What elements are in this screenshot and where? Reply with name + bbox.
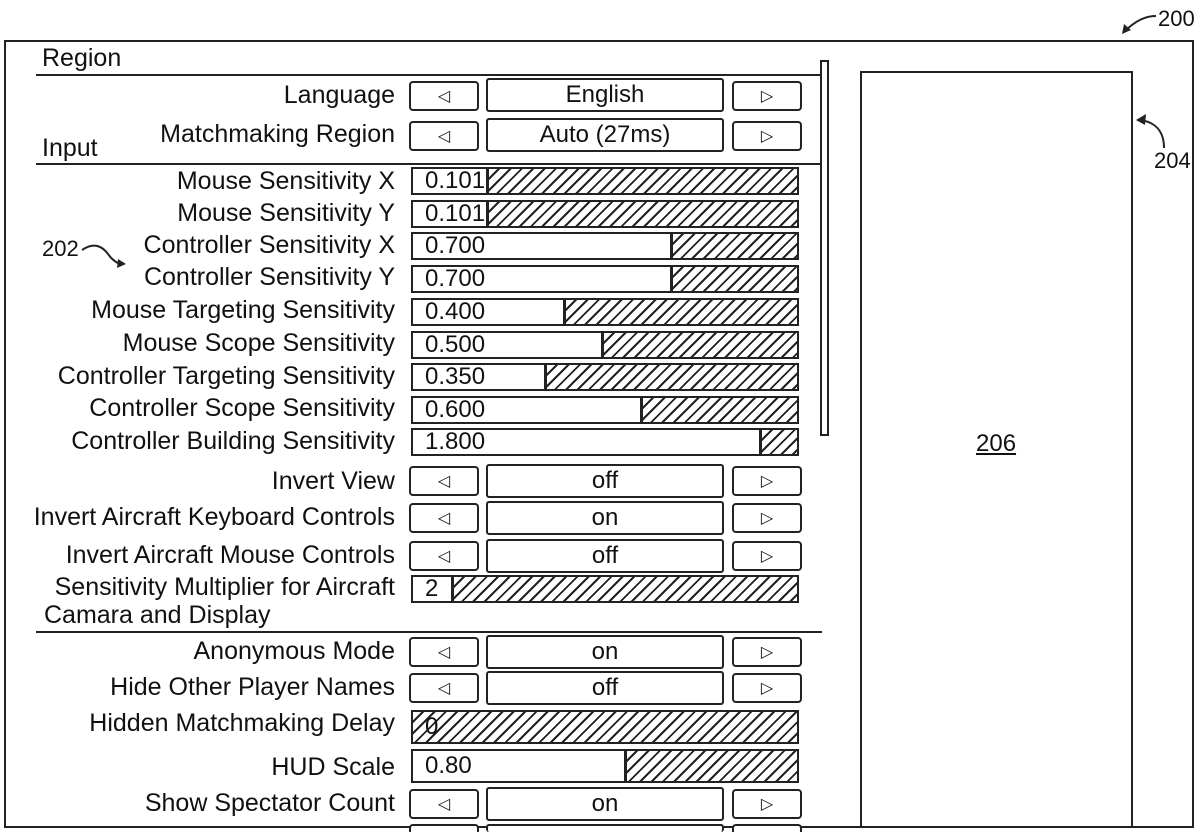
controller-building-sensitivity-label: Controller Building Sensitivity	[71, 427, 395, 455]
controller-sensitivity-x-label: Controller Sensitivity X	[143, 231, 395, 259]
hide-other-player-names-prev-button[interactable]	[409, 673, 479, 703]
mouse-scope-sensitivity-value: 0.500	[425, 331, 486, 358]
slider-remaining-track	[413, 712, 797, 742]
hud-scale-value: 0.80	[425, 752, 472, 779]
hidden-matchmaking-delay-label: Hidden Matchmaking Delay	[89, 709, 395, 737]
controller-scope-sensitivity-value: 0.600	[425, 396, 486, 423]
controller-targeting-sensitivity-value: 0.350	[425, 363, 486, 390]
mouse-sensitivity-y-label: Mouse Sensitivity Y	[177, 199, 395, 227]
hide-other-player-names-value: off	[486, 671, 724, 705]
anonymous-mode-next-button[interactable]	[732, 637, 802, 667]
controller-building-sensitivity-value: 1.800	[425, 428, 486, 455]
anonymous-mode-value: on	[486, 635, 724, 669]
slider-remaining-track	[670, 267, 797, 291]
language-value: English	[486, 78, 724, 112]
mouse-sensitivity-y-value: 0.101	[425, 200, 486, 227]
hide-other-player-names-next-button[interactable]	[732, 673, 802, 703]
hud-scale-label: HUD Scale	[271, 753, 395, 781]
slider-remaining-track	[601, 333, 797, 357]
invert-aircraft-mouse-value: off	[486, 539, 724, 573]
hide-other-player-names-label: Hide Other Player Names	[110, 673, 395, 701]
invert-aircraft-keyboard-label: Invert Aircraft Keyboard Controls	[33, 503, 395, 531]
slider-remaining-track	[451, 577, 797, 601]
language-prev-button[interactable]	[409, 81, 479, 111]
controller-scope-sensitivity-slider[interactable]	[411, 396, 799, 424]
slider-remaining-track	[563, 300, 797, 324]
right-arrow-icon: ▷	[760, 88, 774, 105]
controller-sensitivity-y-value: 0.700	[425, 265, 486, 292]
cutoff-row-next-button[interactable]	[732, 824, 802, 832]
slider-remaining-track	[624, 751, 797, 781]
mouse-sensitivity-y-slider[interactable]	[411, 200, 799, 228]
right-arrow-icon: ▷	[760, 548, 774, 565]
right-arrow-icon: ▷	[760, 680, 774, 697]
hud-scale-slider[interactable]	[411, 749, 799, 783]
language-next-button[interactable]	[732, 81, 802, 111]
slider-remaining-track	[670, 234, 797, 258]
left-arrow-icon: ◁	[437, 644, 451, 661]
aircraft-multiplier-value: 2	[425, 575, 439, 602]
input-divider	[36, 163, 822, 165]
invert-view-label: Invert View	[271, 467, 395, 495]
controller-targeting-sensitivity-slider[interactable]	[411, 363, 799, 391]
show-spectator-count-label: Show Spectator Count	[144, 789, 395, 817]
aircraft-multiplier-label-line1: Sensitivity Multiplier for Aircraft	[54, 573, 395, 601]
left-arrow-icon: ◁	[437, 473, 451, 490]
anonymous-mode-label: Anonymous Mode	[193, 637, 395, 665]
language-label: Language	[283, 81, 395, 109]
mouse-targeting-sensitivity-slider[interactable]	[411, 298, 799, 326]
aircraft-multiplier-label-line2: Camara and Display	[44, 601, 271, 629]
hidden-matchmaking-delay-value: 0	[425, 713, 439, 740]
hidden-matchmaking-delay-slider[interactable]	[411, 710, 799, 744]
controller-sensitivity-x-slider[interactable]	[411, 232, 799, 260]
mouse-targeting-sensitivity-value: 0.400	[425, 298, 486, 325]
scrollbar[interactable]	[820, 60, 829, 436]
slider-remaining-track	[486, 169, 797, 193]
matchmaking-region-next-button[interactable]	[732, 121, 802, 151]
section-heading-input: Input	[42, 134, 98, 162]
left-arrow-icon: ◁	[437, 510, 451, 527]
left-arrow-icon: ◁	[437, 128, 451, 145]
left-arrow-icon: ◁	[437, 548, 451, 565]
figure-ref-200: 200	[1158, 6, 1195, 31]
invert-aircraft-mouse-label: Invert Aircraft Mouse Controls	[65, 541, 395, 569]
show-spectator-count-prev-button[interactable]	[409, 789, 479, 819]
figure-ref-204: 204	[1154, 148, 1191, 173]
controller-targeting-sensitivity-label: Controller Targeting Sensitivity	[57, 362, 395, 390]
matchmaking-region-prev-button[interactable]	[409, 121, 479, 151]
invert-view-next-button[interactable]	[732, 466, 802, 496]
invert-aircraft-keyboard-next-button[interactable]	[732, 503, 802, 533]
right-arrow-icon: ▷	[760, 510, 774, 527]
misc-divider	[36, 631, 822, 633]
matchmaking-region-value: Auto (27ms)	[486, 118, 724, 152]
slider-remaining-track	[544, 365, 797, 389]
right-arrow-icon: ▷	[760, 473, 774, 490]
invert-view-value: off	[486, 464, 724, 498]
slider-remaining-track	[640, 398, 797, 422]
mouse-sensitivity-x-slider[interactable]	[411, 167, 799, 195]
invert-aircraft-mouse-next-button[interactable]	[732, 541, 802, 571]
mouse-targeting-sensitivity-label: Mouse Targeting Sensitivity	[91, 296, 395, 324]
slider-remaining-track	[486, 202, 797, 226]
aircraft-multiplier-slider[interactable]	[411, 575, 799, 603]
cutoff-row-prev-button[interactable]	[409, 824, 479, 832]
controller-building-sensitivity-slider[interactable]	[411, 428, 799, 456]
invert-aircraft-mouse-prev-button[interactable]	[409, 541, 479, 571]
controller-sensitivity-y-label: Controller Sensitivity Y	[143, 263, 395, 291]
left-arrow-icon: ◁	[437, 680, 451, 697]
right-arrow-icon: ▷	[760, 644, 774, 661]
controller-scope-sensitivity-label: Controller Scope Sensitivity	[89, 394, 395, 422]
anonymous-mode-prev-button[interactable]	[409, 637, 479, 667]
region-divider	[36, 74, 822, 76]
show-spectator-count-next-button[interactable]	[732, 789, 802, 819]
invert-aircraft-keyboard-value: on	[486, 501, 724, 535]
arrow-200-icon	[1116, 10, 1160, 36]
left-arrow-icon: ◁	[437, 796, 451, 813]
mouse-scope-sensitivity-label: Mouse Scope Sensitivity	[122, 329, 395, 357]
mouse-sensitivity-x-value: 0.101	[425, 167, 486, 194]
panel-reference-label: 206	[976, 430, 1017, 457]
cutoff-row-value-box	[486, 824, 724, 832]
show-spectator-count-value: on	[486, 787, 724, 821]
left-arrow-icon: ◁	[437, 88, 451, 105]
invert-view-prev-button[interactable]	[409, 466, 479, 496]
figure-ref-202: 202	[42, 236, 79, 261]
right-arrow-icon: ▷	[760, 796, 774, 813]
mouse-scope-sensitivity-slider[interactable]	[411, 331, 799, 359]
controller-sensitivity-x-value: 0.700	[425, 232, 486, 259]
mouse-sensitivity-x-label: Mouse Sensitivity X	[176, 167, 395, 195]
matchmaking-region-label: Matchmaking Region	[160, 120, 395, 148]
invert-aircraft-keyboard-prev-button[interactable]	[409, 503, 479, 533]
slider-remaining-track	[759, 430, 797, 454]
right-arrow-icon: ▷	[760, 128, 774, 145]
controller-sensitivity-y-slider[interactable]	[411, 265, 799, 293]
section-heading-region: Region	[42, 44, 122, 72]
